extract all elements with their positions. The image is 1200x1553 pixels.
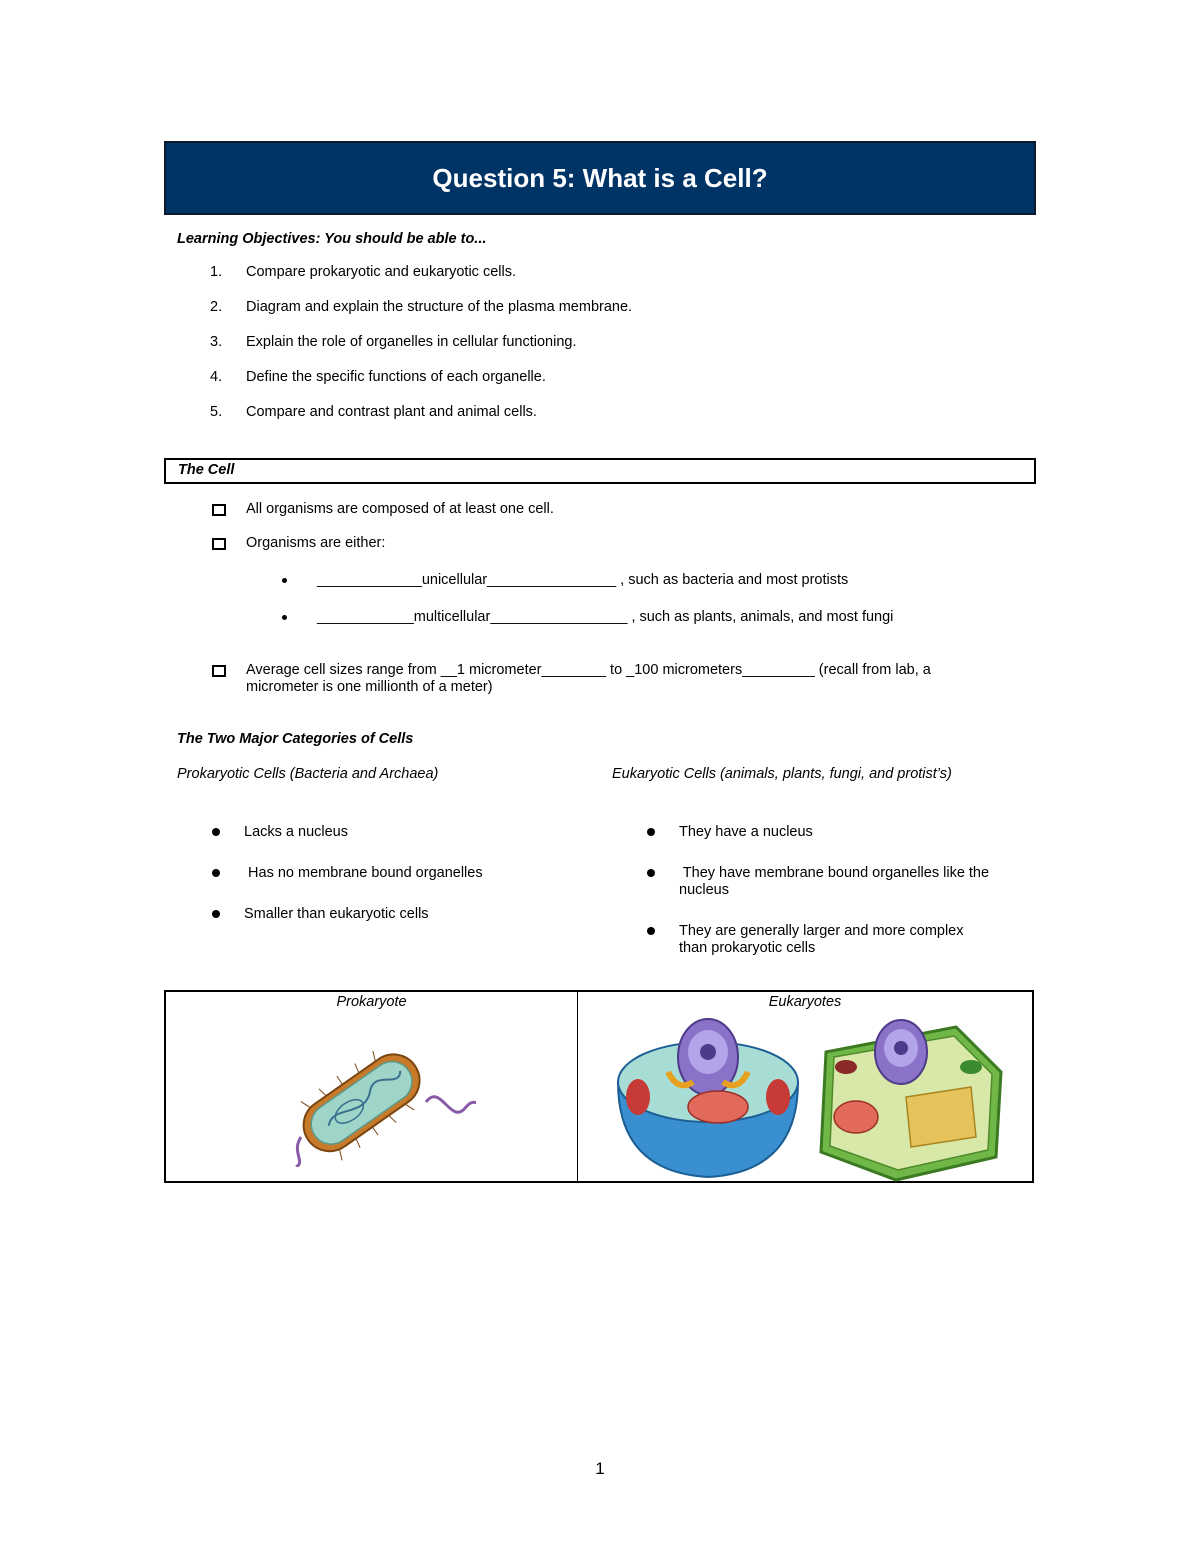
item-text: They have membrane bound organelles like the	[679, 865, 990, 881]
the-cell-section-header	[164, 458, 1036, 484]
objective-item	[210, 334, 1010, 369]
bullet-text: Organisms are either:	[246, 535, 386, 551]
item-text-continued: than prokaryotic cells	[679, 940, 816, 956]
checkbox-bullet-icon	[212, 665, 226, 677]
bullet-item	[212, 662, 931, 696]
sub-bullet-item	[282, 572, 848, 588]
learning-objectives-heading: Learning Objectives: You should be able to...	[177, 231, 487, 247]
bullet-dot-icon	[282, 578, 287, 583]
prokaryotic-heading: Prokaryotic Cells (Bacteria and Archaea)	[177, 766, 439, 782]
bullet-dot-icon	[647, 869, 655, 877]
objective-item	[210, 404, 1010, 439]
bullet-item	[212, 535, 385, 551]
objective-number: 5.	[210, 404, 223, 420]
bullet-item	[212, 501, 554, 517]
sub-bullet-text: _____________unicellular________________ , such as bacteria and most protists	[317, 572, 849, 588]
page-title: Question 5: What is a Cell?	[432, 162, 768, 193]
item-text: They have a nucleus	[679, 824, 813, 840]
checkbox-bullet-icon	[212, 538, 226, 550]
checkbox-bullet-icon	[212, 504, 226, 516]
objective-item	[210, 264, 1010, 299]
item-text: Lacks a nucleus	[244, 824, 348, 840]
prokaryotic-item	[212, 906, 429, 923]
item-text: Has no membrane bound organelles	[244, 865, 483, 881]
categories-heading: The Two Major Categories of Cells	[177, 731, 414, 747]
bullet-dot-icon	[647, 828, 655, 836]
bullet-dot-icon	[212, 910, 220, 918]
objective-item	[210, 299, 1010, 334]
sub-bullet-text: ____________multicellular_________________ , such as plants, animals, and most fungi	[317, 609, 894, 625]
objective-text: Define the specific functions of each organelle.	[246, 369, 546, 385]
bullet-dot-icon	[212, 828, 220, 836]
prokaryote-caption: Prokaryote	[336, 994, 407, 1010]
bullet-dot-icon	[282, 615, 287, 620]
objectives-list	[210, 264, 1010, 439]
objective-text: Compare prokaryotic and eukaryotic cells.	[246, 264, 516, 280]
plant-cell-illustration	[806, 1012, 1006, 1182]
eukaryotic-item	[647, 865, 989, 899]
eukaryotic-item	[647, 923, 964, 957]
objective-number: 4.	[210, 369, 223, 385]
eukaryote-caption: Eukaryotes	[768, 994, 842, 1010]
bullet-text: All organisms are composed of at least one cell.	[246, 501, 554, 517]
objective-item	[210, 369, 1010, 404]
prokaryote-illustration	[276, 1037, 476, 1167]
item-text: They are generally larger and more complex	[679, 923, 964, 939]
bullet-text: Average cell sizes range from __1 micrometer________ to _100 micrometers_________ (recall from lab, a	[246, 662, 931, 678]
objective-number: 1.	[210, 264, 223, 280]
eukaryotic-item	[647, 824, 813, 841]
objective-text: Explain the role of organelles in cellular functioning.	[246, 334, 577, 350]
objective-text: Diagram and explain the structure of the plasma membrane.	[246, 299, 633, 315]
page-number: 1	[595, 1459, 605, 1478]
item-text-continued: nucleus	[679, 882, 729, 898]
bullet-text-continued: micrometer is one millionth of a meter)	[246, 679, 493, 695]
prokaryote-cell	[166, 992, 578, 1181]
section-title: The Cell	[178, 462, 235, 478]
bullet-dot-icon	[212, 869, 220, 877]
eukaryote-cell	[578, 992, 1032, 1181]
objective-number: 3.	[210, 334, 223, 350]
sub-bullet-item	[282, 609, 893, 625]
prokaryotic-item	[212, 824, 348, 841]
objective-text: Compare and contrast plant and animal cells.	[246, 404, 537, 420]
objective-number: 2.	[210, 299, 223, 315]
cell-images-table	[164, 990, 1034, 1183]
prokaryotic-item	[212, 865, 483, 882]
item-text: Smaller than eukaryotic cells	[244, 906, 429, 922]
bullet-dot-icon	[647, 927, 655, 935]
animal-cell-illustration	[608, 1012, 808, 1182]
title-banner	[164, 141, 1036, 215]
eukaryotic-heading: Eukaryotic Cells (animals, plants, fungi, and protist’s)	[612, 766, 952, 782]
